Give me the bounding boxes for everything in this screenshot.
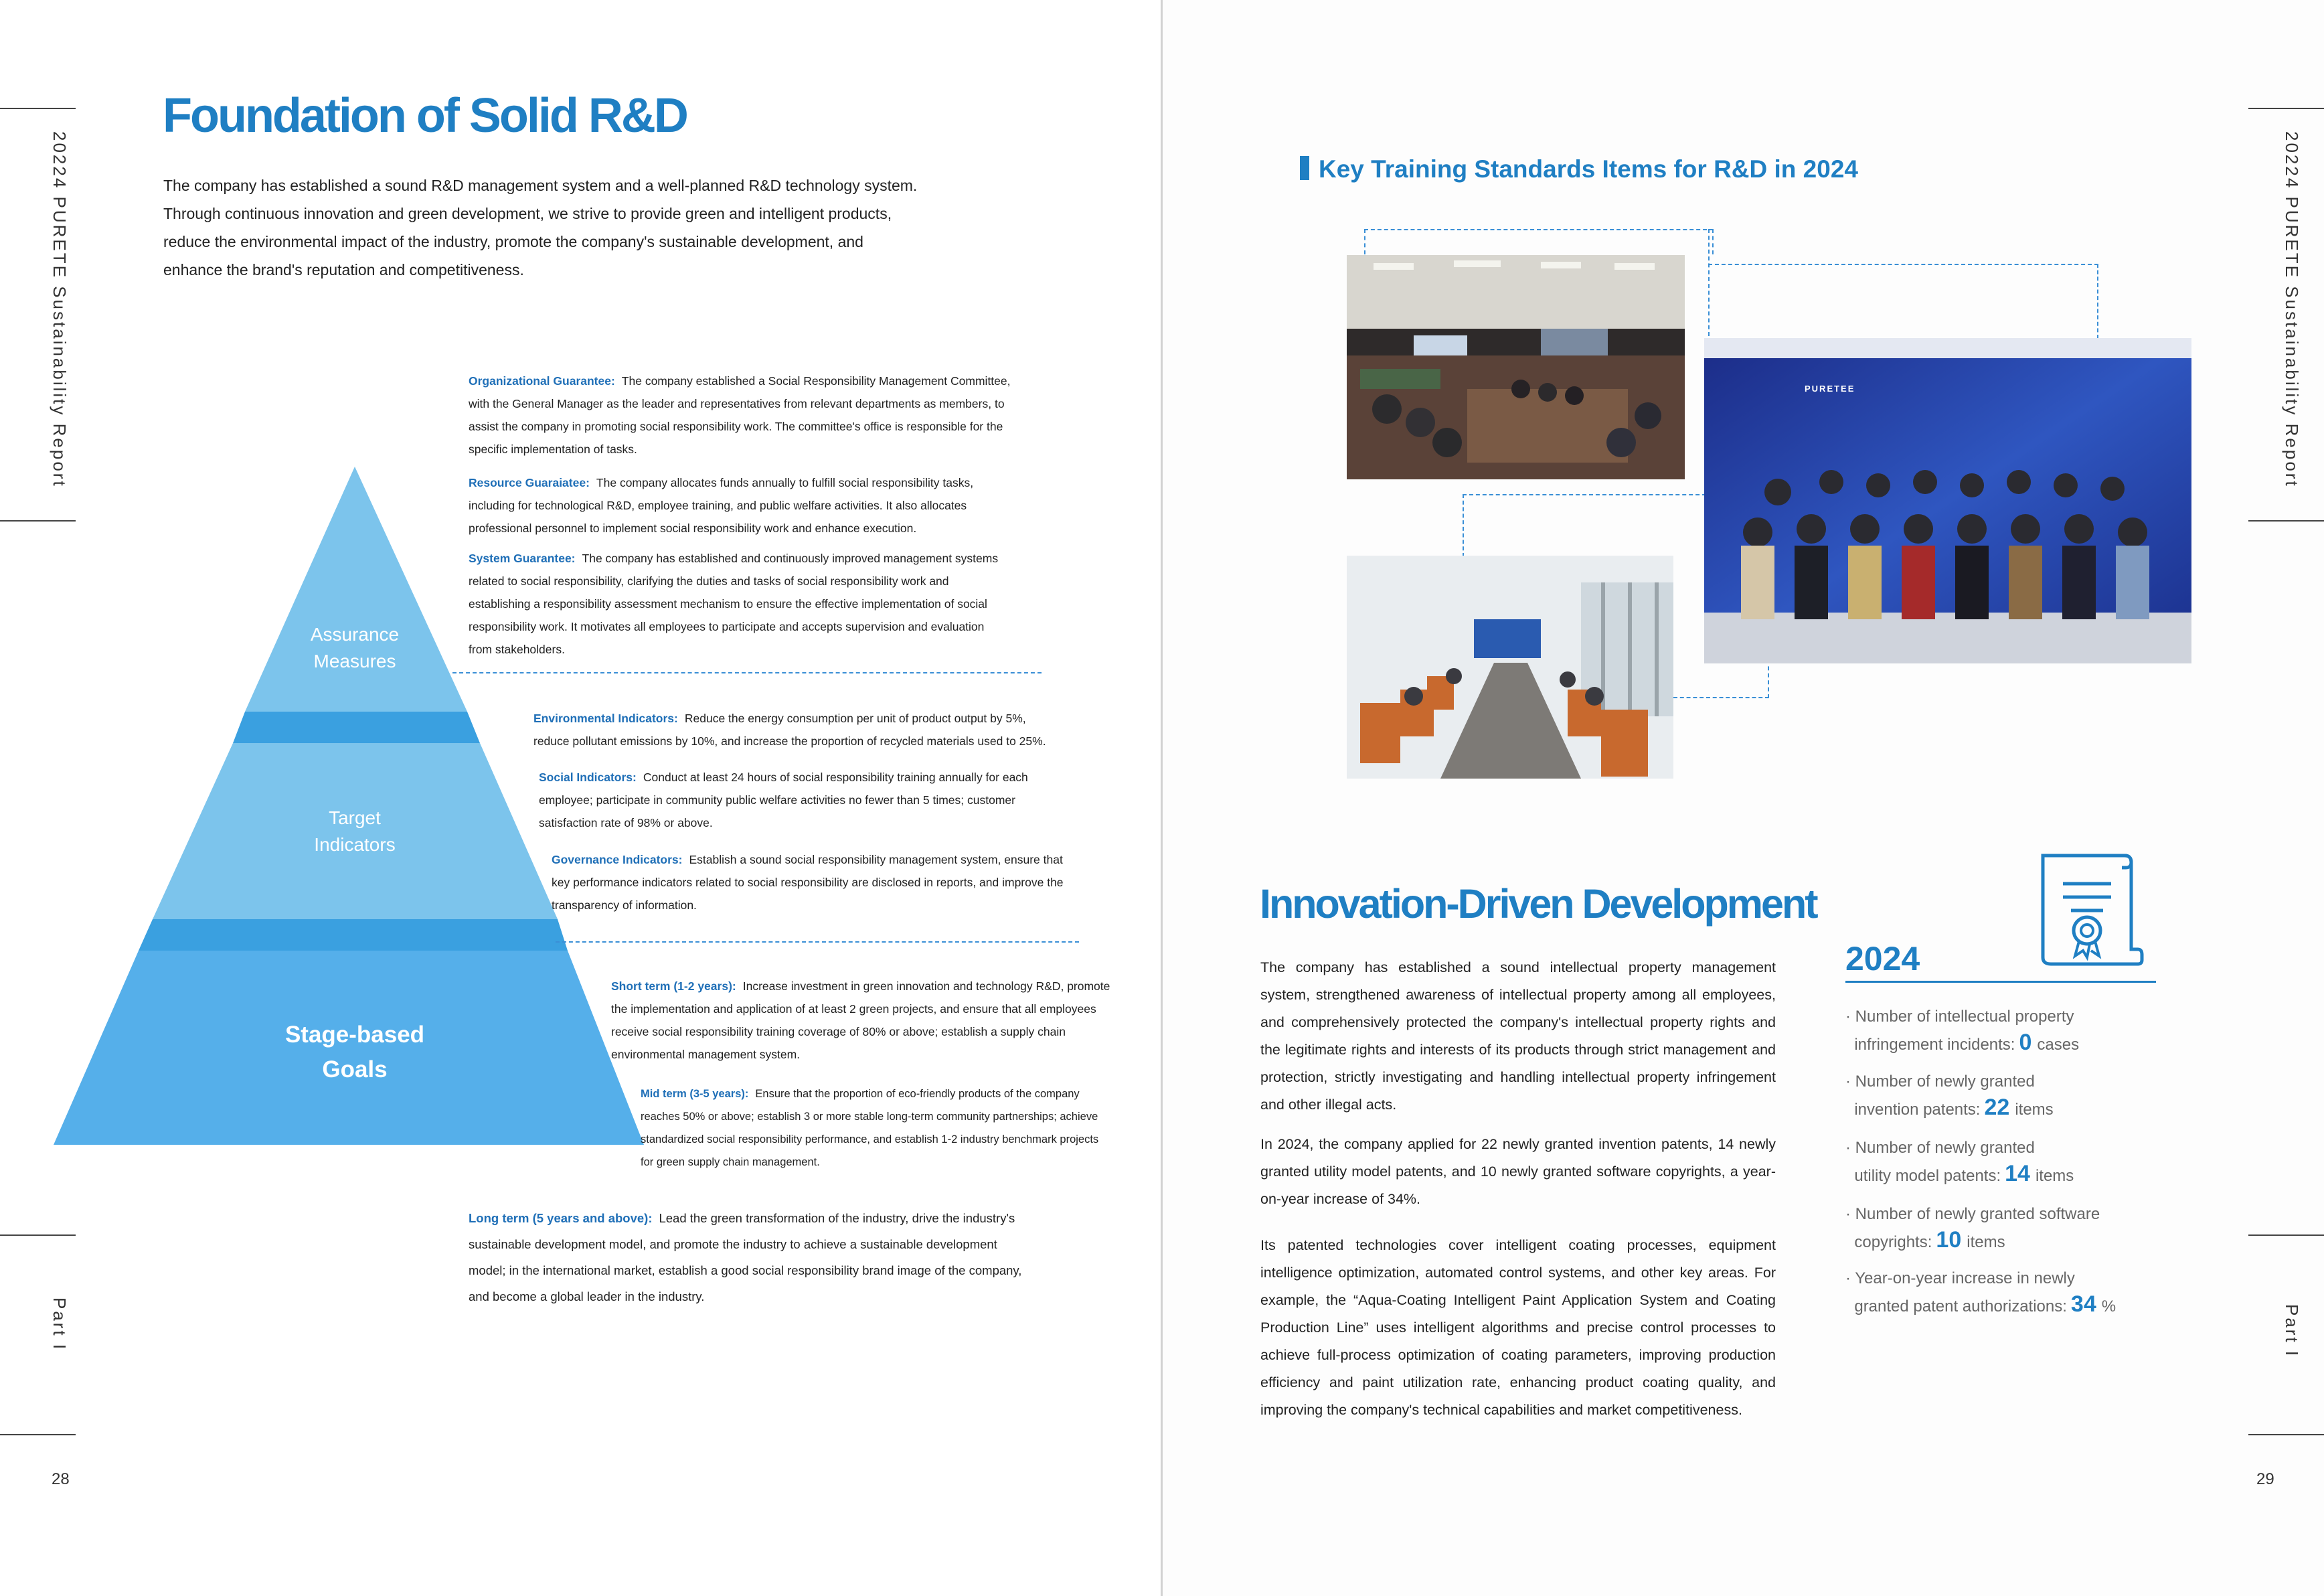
item-text: from stakeholders. <box>469 643 565 656</box>
stat-text: infringement incidents: <box>1854 1036 2015 1054</box>
group-photo-image <box>1704 338 2191 663</box>
item-text: sustainable development model, and promote the industry to achieve a sustainable development <box>469 1237 997 1251</box>
margin-rule <box>2248 108 2324 109</box>
stat-value: 0 <box>2019 1030 2032 1055</box>
stat-text: utility model patents: <box>1854 1167 2001 1185</box>
item-text: Conduct at least 24 hours of social responsibility training annually for each <box>643 771 1028 784</box>
lecture-room-image <box>1347 255 1685 479</box>
title-bar-icon <box>1300 156 1309 180</box>
item-label: Social Indicators: <box>539 771 637 784</box>
item-text: The company has established and continuously improved management systems <box>582 552 999 565</box>
stage-short-term <box>611 975 1120 1066</box>
banner-brand: PURETEE <box>1805 384 1855 394</box>
stat-value: 10 <box>1936 1227 1962 1253</box>
item-text: Reduce the energy consumption per unit of product output by 5%, <box>684 712 1026 725</box>
margin-rule <box>2248 1434 2324 1435</box>
item-label: Long term (5 years and above): <box>469 1211 653 1225</box>
item-text: professional personnel to implement social responsibility work and enhance execution. <box>469 522 917 535</box>
photo-connector <box>1673 659 1769 698</box>
intro-line: enhance the brand's reputation and competitiveness. <box>163 261 524 278</box>
pyramid-label-line: Measures <box>313 651 396 671</box>
left-page <box>0 0 1161 1596</box>
stat-text: copyrights: <box>1854 1233 1932 1251</box>
stat-ip-infringement: · Number of intellectual property infringement incidents: 0 cases <box>1845 1008 2080 1055</box>
assurance-organizational <box>469 370 1058 461</box>
page-number: 28 <box>52 1470 70 1488</box>
item-label: Mid term (3-5 years): <box>641 1088 749 1100</box>
stat-text: Number of newly granted software <box>1855 1205 2100 1223</box>
assurance-system <box>469 547 1058 661</box>
item-text: satisfaction rate of 98% or above. <box>539 816 713 829</box>
pyramid-top-tier <box>245 467 467 712</box>
photo-connector <box>1463 494 1713 557</box>
stats-divider <box>1845 981 2156 983</box>
pyramid-label-line: Stage-based <box>284 1022 425 1048</box>
stat-unit: % <box>2101 1297 2116 1315</box>
section-divider <box>556 941 1079 943</box>
stat-unit: items <box>2015 1101 2054 1119</box>
stat-software-copyrights: · Number of newly granted software copyrights: 10 items <box>1845 1205 2100 1253</box>
stat-text: invention patents: <box>1854 1101 1981 1119</box>
intro-line: reduce the environmental impact of the industry, promote the company's sustainable development, and <box>163 233 863 250</box>
part-label: Part I <box>50 1297 70 1352</box>
right-page <box>1163 0 2324 1596</box>
item-text: transparency of information. <box>552 898 697 912</box>
pyramid-label-line: Assurance <box>310 624 400 645</box>
item-text: and become a global leader in the industry. <box>469 1289 705 1303</box>
innovation-body <box>1260 954 1776 1436</box>
item-text: assist the company in promoting social responsibility work. The committee's office is responsible for the <box>469 420 1003 433</box>
item-text: with the General Manager as the leader and representatives from relevant departments as members, to <box>469 397 1005 410</box>
stat-yoy-increase: · Year-on-year increase in newly granted patent authorizations: 34 % <box>1845 1269 2116 1317</box>
intro-line: Through continuous innovation and green development, we strive to provide green and intelligent products, <box>163 205 892 222</box>
pyramid-label-line: Target <box>329 807 381 828</box>
item-text: Increase investment in green innovation and technology R&D, promote <box>742 979 1110 993</box>
training-photo-lecture <box>1347 255 1685 479</box>
item-label: System Guarantee: <box>469 552 576 565</box>
training-section-title <box>1300 155 1858 183</box>
item-text: establishing a responsibility assessment mechanism to ensure the effective implementation of social <box>469 597 987 611</box>
item-text: reaches 50% or above; establish 3 or more stable long-term community partnerships; achieve <box>641 1111 1098 1123</box>
margin-rule <box>2248 520 2324 522</box>
stat-value: 22 <box>1984 1095 2010 1120</box>
meeting-room-image <box>1347 556 1673 779</box>
item-text: key performance indicators related to social responsibility are disclosed in reports, and improve the <box>552 876 1064 889</box>
body-paragraph: Its patented technologies cover intelligent coating processes, equipment intelligence optimization, automated control systems, and other key areas. For example, the “Aqua-Coating Intelligent Paint Application System and Coating Production Line” uses intelligent algorithms and precise control processes to achieve full-process optimization of coating parameters, improving production efficiency and paint utilization rate, enhancing product coating quality, and improving the company's technical capabilities and market competitiveness. <box>1260 1237 1776 1418</box>
certificate-icon <box>2024 849 2145 966</box>
stat-unit: items <box>2035 1167 2074 1185</box>
item-label: Governance Indicators: <box>552 853 683 866</box>
item-text: receive social responsibility training coverage of 80% or above; establish a supply chain <box>611 1025 1066 1038</box>
item-label: Environmental Indicators: <box>533 712 678 725</box>
part-label: Part I <box>2282 1304 2302 1358</box>
item-text: environmental management system. <box>611 1048 801 1061</box>
stat-text: Number of intellectual property <box>1855 1008 2074 1026</box>
item-text: including for technological R&D, employee training, and public welfare activities. It also allocates <box>469 499 967 512</box>
item-text: responsibility work. It motivates all employees to participate and accepts supervision and evaluation <box>469 620 985 633</box>
item-label: Organizational Guarantee: <box>469 374 615 388</box>
stat-text: Year-on-year increase in newly <box>1855 1269 2075 1287</box>
target-social <box>539 766 1088 834</box>
pyramid-label-line: Indicators <box>314 834 396 855</box>
assurance-resource <box>469 471 1058 540</box>
pyramid-label-line: Goals <box>322 1056 388 1083</box>
stat-text: granted patent authorizations: <box>1854 1297 2067 1315</box>
page-title: Foundation of Solid R&D <box>163 89 687 143</box>
item-text: Establish a sound social responsibility management system, ensure that <box>689 853 1063 866</box>
stat-invention-patents: · Number of newly granted invention patents: 22 items <box>1845 1072 2054 1120</box>
item-text: Lead the green transformation of the industry, drive the industry's <box>659 1211 1015 1225</box>
item-text: employee; participate in community public welfare activities no fewer than 5 times; customer <box>539 793 1015 807</box>
body-paragraph: In 2024, the company applied for 22 newly granted invention patents, 14 newly granted utility model patents, and 10 newly granted software copyrights, a year-on-year increase of 34%. <box>1260 1136 1776 1207</box>
item-label: Resource Guaraiatee: <box>469 476 590 489</box>
stat-text: Number of newly granted <box>1855 1072 2035 1091</box>
section-divider <box>452 672 1042 673</box>
pyramid-label-stage <box>254 1018 455 1087</box>
stat-value: 34 <box>2070 1291 2096 1317</box>
report-spine-title: 20224 PURETE Sustainability Report <box>2282 131 2302 488</box>
intro-line: The company has established a sound R&D management system and a well-planned R&D technology system. <box>163 177 918 194</box>
page-number: 29 <box>2256 1470 2274 1488</box>
item-text: The company established a Social Responsibility Management Committee, <box>621 374 1011 388</box>
item-text: the implementation and application of at least 2 green projects, and ensure that all employees <box>611 1002 1096 1016</box>
item-label: Short term (1-2 years): <box>611 979 736 993</box>
stat-text: Number of newly granted <box>1855 1139 2035 1157</box>
stage-mid-term <box>641 1083 1123 1174</box>
item-text: standardized social responsibility performance, and establish 1-2 industry benchmark projects <box>641 1133 1099 1145</box>
stats-year: 2024 <box>1845 940 1920 977</box>
photo-connector <box>1708 264 2098 339</box>
item-text: related to social responsibility, clarifying the duties and tasks of social responsibility work and <box>469 574 949 588</box>
innovation-title: Innovation-Driven Development <box>1260 881 1817 927</box>
stat-unit: items <box>1967 1233 2005 1251</box>
target-environmental <box>533 707 1109 752</box>
pyramid-label-assurance <box>281 621 428 675</box>
training-photo-meeting <box>1347 556 1673 779</box>
item-text: for green supply chain management. <box>641 1156 820 1168</box>
photo-connector <box>1364 229 1714 254</box>
item-text: Ensure that the proportion of eco-friendly products of the company <box>755 1088 1080 1100</box>
pyramid-band <box>139 919 568 951</box>
body-paragraph: The company has established a sound intellectual property management system, strengthened awareness of intellectual property among all employees, and comprehensively protected the company's intellectual property rights and the legitimate rights and interests of its products through strict management and protection, strictly investigating and handling intellectual property infringement and other illegal acts. <box>1260 959 1776 1113</box>
item-text: The company allocates funds annually to fulfill social responsibility tasks, <box>596 476 974 489</box>
stat-unit: cases <box>2037 1036 2080 1054</box>
training-photo-group <box>1704 338 2191 663</box>
stat-utility-patents: · Number of newly granted utility model patents: 14 items <box>1845 1139 2074 1186</box>
pyramid-label-target <box>281 805 428 858</box>
item-text: specific implementation of tasks. <box>469 443 637 456</box>
target-governance <box>552 848 1100 916</box>
stage-long-term <box>469 1205 1058 1309</box>
margin-rule <box>2248 1234 2324 1236</box>
pyramid-band <box>233 712 480 743</box>
training-title-text: Key Training Standards Items for R&D in 2024 <box>1319 155 1858 183</box>
item-text: reduce pollutant emissions by 10%, and increase the proportion of recycled materials used to 25%. <box>533 734 1046 748</box>
item-text: model; in the international market, establish a good social responsibility brand image of the company, <box>469 1263 1022 1277</box>
report-spine-title: 20224 PURETE Sustainability Report <box>50 131 70 488</box>
stat-value: 14 <box>2005 1161 2030 1186</box>
